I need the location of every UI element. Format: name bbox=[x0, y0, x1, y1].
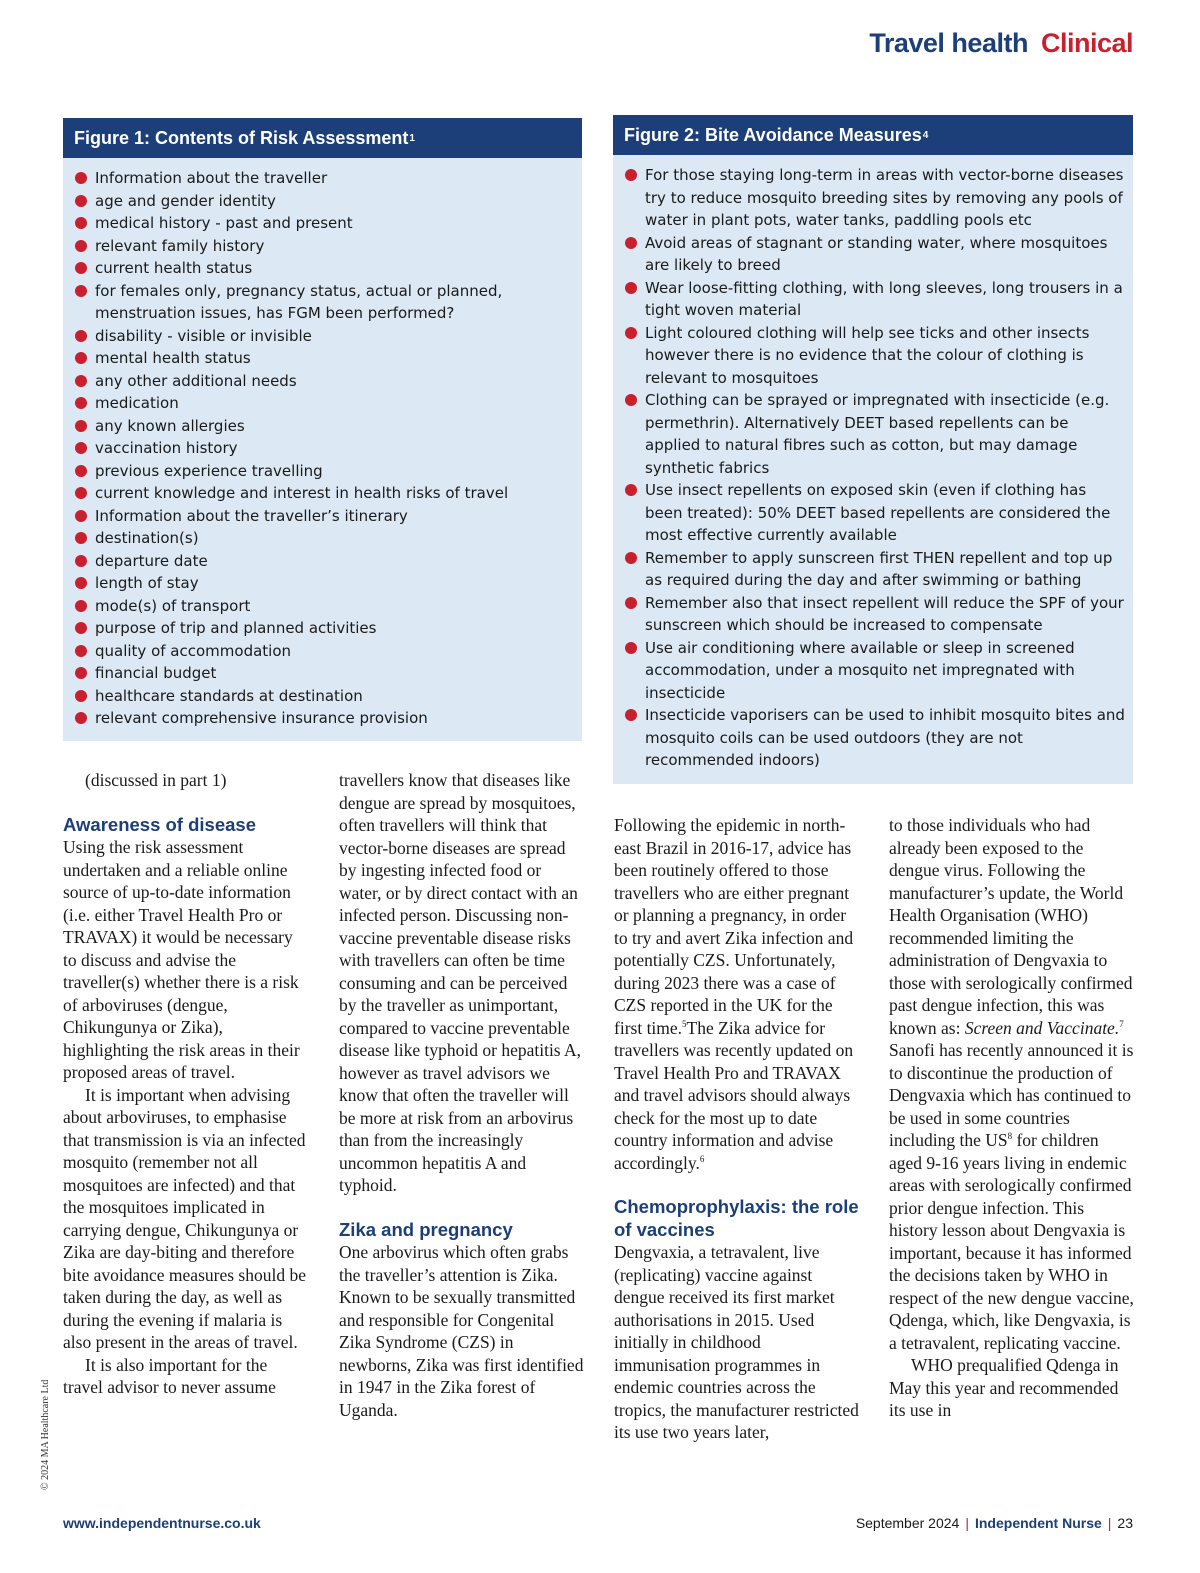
section-tag: Clinical bbox=[1040, 28, 1133, 58]
list-item-text: medication bbox=[95, 394, 179, 412]
bullet-icon bbox=[75, 240, 87, 252]
bullet-icon bbox=[625, 552, 637, 564]
bullet-icon bbox=[625, 642, 637, 654]
list-item-text: current knowledge and interest in health risks of travel bbox=[95, 484, 509, 502]
list-item bbox=[75, 617, 572, 640]
list-item-text: any other additional needs bbox=[95, 371, 297, 390]
qdenga-paragraph: WHO prequalified Qdenga in May this year and recommended its use in bbox=[889, 1355, 1119, 1420]
zika-paragraph: One arbovirus which often grabs the traveller’s attention is Zika. Known to be sexually transmitted and responsible for Congenital Zika Syndrome (CZS) in newborns, Zika was first identified in 1947 in the Zika forest of Uganda. bbox=[339, 1242, 584, 1420]
list-item bbox=[625, 547, 1125, 592]
list-item bbox=[75, 595, 572, 618]
list-item bbox=[75, 392, 572, 415]
list-item-text: Insecticide vaporisers can be used to inhibit mosquito bites and mosquito coils can be used outdoors (they are not recommended indoors) bbox=[645, 706, 1125, 769]
list-item bbox=[625, 637, 1125, 705]
bullet-icon bbox=[75, 690, 87, 702]
bullet-icon bbox=[75, 465, 87, 477]
article-column-2 bbox=[339, 769, 584, 1421]
page-number: 23 bbox=[1117, 1515, 1133, 1531]
bullet-icon bbox=[625, 327, 637, 339]
bullet-icon bbox=[75, 622, 87, 634]
list-item bbox=[75, 527, 572, 550]
figure-2-title: Figure 2: Bite Avoidance Measures 4 bbox=[613, 115, 1133, 155]
brazil-paragraph: Following the epidemic in north-east Brazil in 2016-17, advice has been routinely offered to those travellers who are either pregnant or planning a pregnancy, in order to try and avert Zika infection and potentially CZS. Unfortunately, during 2023 there was a case of CZS reported in the UK for the first time.$^5$The Zika advice for travellers was recently updated on Travel Health Pro and TRAVAX and travel advisors should always check for the most up to date country information and advise accordingly.$^6$ bbox=[614, 815, 854, 1173]
list-item-text: healthcare standards at destination bbox=[95, 686, 363, 705]
list-item bbox=[75, 662, 572, 685]
list-item bbox=[75, 167, 572, 190]
list-item-text: financial budget bbox=[95, 664, 217, 682]
list-item-text: vaccination history bbox=[95, 439, 238, 457]
bullet-icon bbox=[75, 442, 87, 454]
list-item bbox=[75, 257, 572, 280]
list-item-text: disability - visible or invisible bbox=[95, 326, 312, 345]
bullet-icon bbox=[75, 555, 87, 567]
bullet-icon bbox=[75, 195, 87, 207]
list-item bbox=[75, 505, 572, 528]
list-item-text: Information about the traveller’s itinerary bbox=[95, 506, 408, 525]
bullet-icon bbox=[625, 484, 637, 496]
list-item-text: previous experience travelling bbox=[95, 461, 323, 480]
copyright-notice: © 2024 MA Healthcare Ltd bbox=[40, 1379, 51, 1490]
figure-1-title: Figure 1: Contents of Risk Assessment 1 bbox=[63, 118, 582, 158]
figure-1-list bbox=[63, 158, 582, 730]
list-item-text: Information about the traveller bbox=[95, 169, 328, 187]
bullet-icon bbox=[625, 709, 637, 721]
intro-fragment: (discussed in part 1) bbox=[85, 770, 227, 790]
article-column-1 bbox=[63, 769, 308, 1399]
list-item-text: departure date bbox=[95, 551, 208, 570]
list-item bbox=[625, 479, 1125, 547]
bullet-icon bbox=[625, 394, 637, 406]
list-item-text: Use insect repellents on exposed skin (even if clothing has been treated): 50% DEET based repellents are considered the most effective currently available bbox=[645, 481, 1111, 544]
list-item-text: Use air conditioning where available or sleep in screened accommodation, under a mosquito net impregnated with insecticide bbox=[645, 638, 1075, 702]
list-item bbox=[75, 415, 572, 438]
list-item bbox=[75, 572, 572, 595]
bullet-icon bbox=[75, 712, 87, 724]
bullet-icon bbox=[75, 420, 87, 432]
list-item bbox=[625, 592, 1125, 637]
page-header bbox=[869, 28, 1133, 59]
figure-2-list bbox=[613, 155, 1133, 772]
list-item-text: Remember to apply sunscreen first THEN repellent and top up as required during the day and after swimming or bathing bbox=[645, 548, 1113, 589]
awareness-paragraph-1: Using the risk assessment undertaken and a reliable online source of up-to-date information (i.e. either Travel Health Pro or TRAVAX) it would be necessary to discuss and advise the traveller(s) whether there is a risk of arboviruses (dengue, Chikungunya or Zika), highlighting the risk areas in their proposed areas of travel. bbox=[63, 837, 300, 1082]
figure-1-ref: 1 bbox=[409, 132, 415, 144]
list-item-text: relevant comprehensive insurance provision bbox=[95, 709, 428, 727]
zika-heading: Zika and pregnancy bbox=[339, 1218, 513, 1240]
bullet-icon bbox=[75, 262, 87, 274]
website-link[interactable]: www.independentnurse.co.uk bbox=[63, 1515, 261, 1531]
chemoprophylaxis-heading: Chemoprophylaxis: the role of vaccines bbox=[614, 1196, 859, 1240]
list-item bbox=[75, 370, 572, 393]
publication-name: Independent Nurse bbox=[974, 1515, 1102, 1531]
bullet-icon bbox=[75, 217, 87, 229]
list-item bbox=[75, 482, 572, 505]
bullet-icon bbox=[75, 667, 87, 679]
list-item bbox=[625, 164, 1125, 232]
figure-2-ref: 4 bbox=[922, 129, 929, 141]
list-item bbox=[75, 707, 572, 730]
list-item-text: for females only, pregnancy status, actual or planned, menstruation issues, has FGM been performed? bbox=[95, 281, 503, 322]
dengvaxia-paragraph: Dengvaxia, a tetravalent, live (replicating) vaccine against dengue received its first market authorisations in 2015. Used initially in childhood immunisation programmes in endemic countries across the tropics, the manufacturer restricted its use two years later, bbox=[614, 1242, 859, 1442]
list-item bbox=[75, 437, 572, 460]
list-item bbox=[75, 325, 572, 348]
article-column-3 bbox=[614, 814, 859, 1444]
section-title: Travel health bbox=[869, 28, 1028, 58]
list-item-text: any known allergies bbox=[95, 416, 245, 435]
awareness-paragraph-3: It is also important for the travel advisor to never assume bbox=[63, 1354, 276, 1397]
bullet-icon bbox=[75, 510, 87, 522]
bullet-icon bbox=[75, 172, 87, 184]
bullet-icon bbox=[75, 375, 87, 387]
reference-7: 7 bbox=[1119, 1018, 1124, 1029]
figure-2-box bbox=[613, 115, 1133, 784]
list-item-text: current health status bbox=[95, 259, 253, 277]
awareness-heading: Awareness of disease bbox=[63, 813, 256, 835]
list-item bbox=[75, 235, 572, 258]
list-item-text: Clothing can be sprayed or impregnated with insecticide (e.g. permethrin). Alternatively DEET based repellents can be applied to natural fibres such as cotton, but may damage synthetic fabrics bbox=[645, 391, 1110, 477]
list-item-text: relevant family history bbox=[95, 236, 265, 255]
dengvaxia-continued-paragraph: to those individuals who had already been exposed to the dengue virus. Following the manufacturer’s update, the World Health Organisation (WHO) recommended limiting the administration of Dengvaxia to those with serologically confirmed past dengue infection, this was known as: Screen and Vaccinate.$^7$ Sanofi has recently announced it is to discontinue the production of Dengvaxia which has continued to be used in some countries including the $US^8$ for children aged 9-16 years living in endemic areas with serologically confirmed prior dengue infection. This history lesson about Dengvaxia is important, because it has informed the decisions taken by WHO in respect of the new dengue vaccine, Qdenga, which, like Dengvaxia, is a tetravalent, replicating vaccine. bbox=[889, 815, 1134, 1353]
list-item bbox=[75, 640, 572, 663]
article-column-4 bbox=[889, 814, 1134, 1422]
list-item bbox=[625, 704, 1125, 772]
list-item bbox=[75, 280, 572, 325]
bullet-icon bbox=[625, 597, 637, 609]
list-item-text: age and gender identity bbox=[95, 191, 276, 210]
bullet-icon bbox=[75, 577, 87, 589]
list-item bbox=[625, 277, 1125, 322]
bullet-icon bbox=[75, 330, 87, 342]
list-item bbox=[75, 685, 572, 708]
bullet-icon bbox=[75, 645, 87, 657]
list-item bbox=[75, 190, 572, 213]
list-item bbox=[625, 232, 1125, 277]
reference-5: 5 bbox=[682, 1018, 687, 1029]
list-item bbox=[75, 550, 572, 573]
list-item-text: medical history - past and present bbox=[95, 214, 353, 232]
bullet-icon bbox=[625, 282, 637, 294]
bullet-icon bbox=[75, 487, 87, 499]
bullet-icon bbox=[75, 352, 87, 364]
reference-6: 6 bbox=[699, 1153, 705, 1164]
page-footer: September 2024 | Independent Nurse | 23 bbox=[855, 1515, 1133, 1531]
bullet-icon bbox=[75, 600, 87, 612]
bullet-icon bbox=[75, 285, 87, 297]
list-item-text: destination(s) bbox=[95, 529, 199, 547]
bullet-icon bbox=[75, 397, 87, 409]
bullet-icon bbox=[625, 237, 637, 249]
list-item-text: Remember also that insect repellent will reduce the SPF of your sunscreen which should be increased to compensate bbox=[645, 593, 1124, 634]
list-item-text: mode(s) of transport bbox=[95, 596, 251, 615]
list-item bbox=[75, 347, 572, 370]
list-item-text: Avoid areas of stagnant or standing water, where mosquitoes are likely to breed bbox=[645, 233, 1108, 274]
list-item bbox=[75, 212, 572, 235]
list-item bbox=[75, 460, 572, 483]
list-item bbox=[625, 322, 1125, 390]
awareness-paragraph-2: It is important when advising about arboviruses, to emphasise that transmission is via an infected mosquito (remember not all mosquitoes are infected) and that the mosquitoes implicated in carrying dengue, Chikungunya or Zika are day-biting and therefore bite avoidance measures should be taken during the day, as well as during the evening if malaria is also present in the areas of travel. bbox=[63, 1084, 306, 1352]
reference-8: 8 bbox=[1007, 1131, 1013, 1142]
list-item-text: purpose of trip and planned activities bbox=[95, 619, 377, 637]
list-item-text: mental health status bbox=[95, 349, 251, 367]
list-item-text: length of stay bbox=[95, 574, 199, 592]
list-item bbox=[625, 389, 1125, 479]
bullet-icon bbox=[625, 169, 637, 181]
issue-date: September 2024 bbox=[855, 1515, 960, 1531]
list-item-text: Wear loose-fitting clothing, with long sleeves, long trousers in a tight woven material bbox=[645, 278, 1123, 319]
travellers-paragraph: travellers know that diseases like dengue are spread by mosquitoes, often travellers will think that vector-borne diseases are spread by ingesting infected food or water, or by direct contact with an infected person. Discussing non-vaccine preventable disease risks with travellers can often be time consuming and can be perceived by the traveller as unimportant, compared to vaccine preventable disease like typhoid or hepatitis A, however as travel advisors we know that often the traveller will be more at risk from an arbovirus than from the increasingly uncommon hepatitis A and typhoid. bbox=[339, 770, 582, 1195]
list-item-text: Light coloured clothing will help see ticks and other insects however there is no evidence that the colour of clothing is relevant to mosquitoes bbox=[645, 323, 1090, 387]
list-item-text: quality of accommodation bbox=[95, 641, 292, 660]
figure-1-box bbox=[63, 118, 582, 741]
bullet-icon bbox=[75, 532, 87, 544]
list-item-text: For those staying long-term in areas with vector-borne diseases try to reduce mosquito breeding sites by removing any pools of water in plant pots, water tanks, paddling pools etc bbox=[645, 166, 1124, 229]
